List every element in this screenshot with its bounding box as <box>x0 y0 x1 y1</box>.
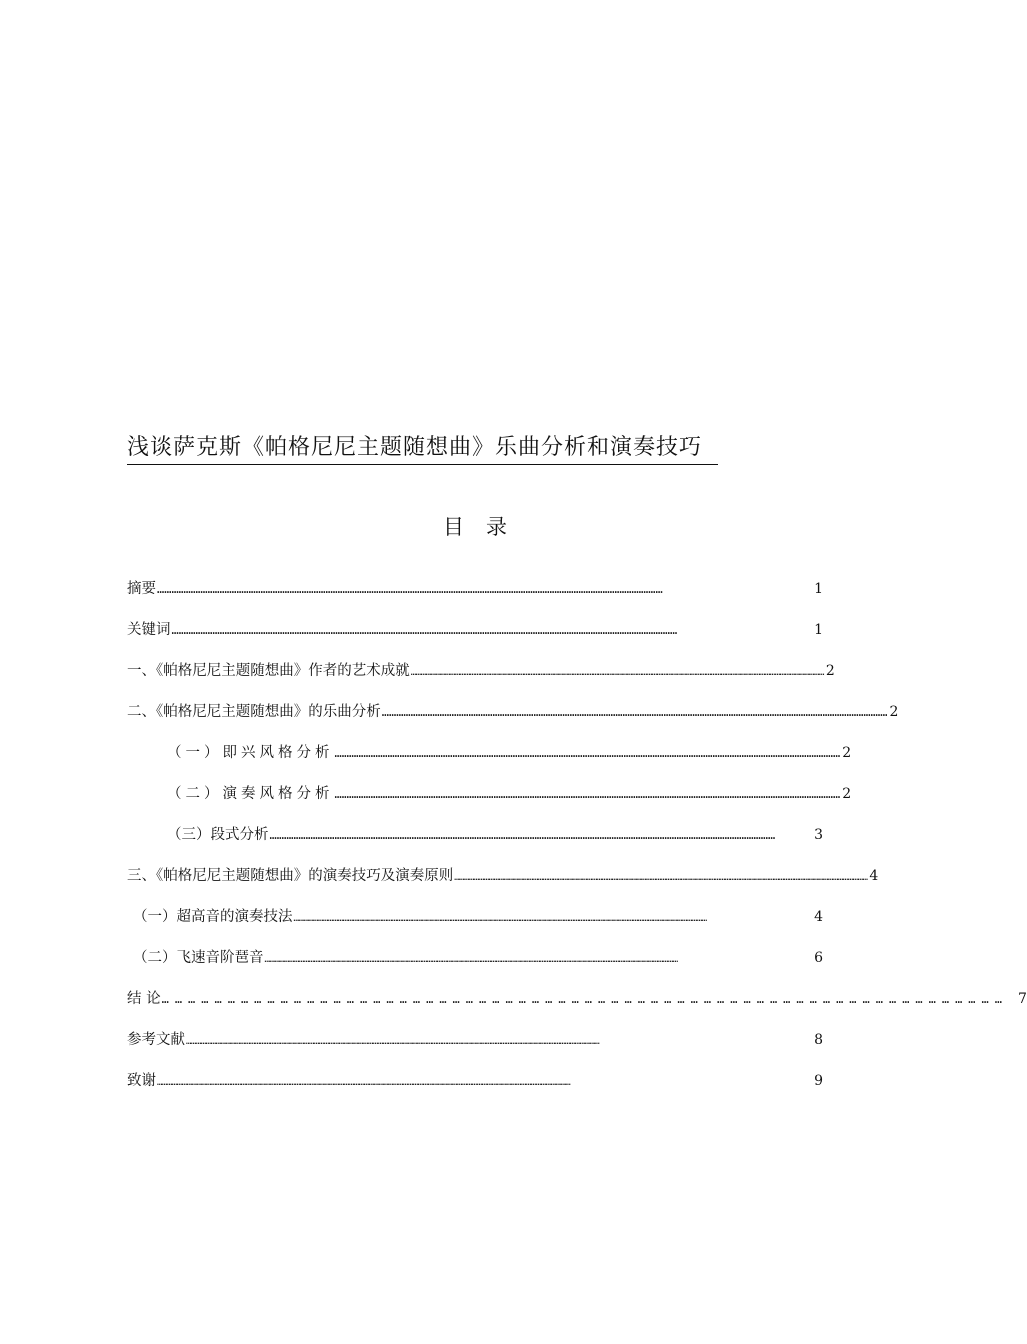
toc-entry-page: 6 <box>814 950 823 966</box>
toc-leader-dots: ……………………………………………………………………………………………………………………………………………………………………………………………………………………………… <box>410 668 824 678</box>
toc-entry-section-2[interactable] <box>127 697 899 738</box>
toc-leader-dots: ……………………………………………………………………………………………………………………………………………………………………………………………………………………………… <box>454 873 868 883</box>
toc-entry-page: 2 <box>889 704 899 720</box>
toc-entry-page: 9 <box>814 1073 823 1089</box>
toc-entry-section-2-1[interactable] <box>127 738 852 779</box>
toc-entry-label: 摘要 <box>127 581 156 597</box>
toc-leader-dots: ………………………………………………………………………………………………………………………………………………………………………………………… <box>171 623 678 637</box>
toc-entry-page: 4 <box>869 868 879 884</box>
toc-entry-page: 8 <box>814 1032 823 1048</box>
toc-entry-label: 关键词 <box>127 622 171 638</box>
toc-leader-dots: ………………………………………………………………………………………………………………………………………………………………………………………… <box>334 746 841 760</box>
toc-entry-page: 2 <box>842 745 852 761</box>
toc-entry-page: 1 <box>814 581 823 597</box>
document-title: 浅谈萨克斯《帕格尼尼主题随想曲》乐曲分析和演奏技巧 <box>127 432 718 465</box>
toc-leader-dots: ………………………………………………………………………………………………………………………………………………………………………………………… <box>269 828 776 842</box>
toc-leader-dots: ………………………………………………………………………………………………………………………………………………………………………………………… <box>381 705 888 719</box>
toc-entry-conclusion[interactable] <box>127 984 1027 1025</box>
toc-entry-label: （二）飞速音阶琶音 <box>133 950 264 966</box>
toc-entry-label: 三、《帕格尼尼主题随想曲》的演奏技巧及演奏原则 <box>127 868 454 884</box>
toc-entry-page: 3 <box>814 827 823 843</box>
toc-entry-page: 7 <box>1017 991 1027 1007</box>
toc-entry-label: 结 论 <box>127 991 161 1007</box>
toc-entry-section-3-2[interactable] <box>127 943 823 984</box>
toc-leader-dots: ………………………………………………………………………………………………………………………………………………………………………………………… <box>157 582 663 596</box>
toc-entry-label: （一）即兴风格分析 <box>167 745 334 761</box>
toc-entry-page: 1 <box>814 622 823 638</box>
toc-entry-section-2-2[interactable] <box>127 779 852 820</box>
toc-entry-section-1[interactable] <box>127 656 835 697</box>
toc-leader-dots: ……………………………………………………………………………………………………………………………………………………………………………………………………………………………… <box>157 1078 571 1088</box>
toc-entry-acknowledgements[interactable] <box>127 1066 823 1107</box>
toc-entry-page: 2 <box>842 786 852 802</box>
toc-entry-page: 2 <box>825 663 835 679</box>
toc-leader-dots: ………………………………………………………………………………………………………………………………………………………………………………………… <box>334 787 841 801</box>
toc-leader-dots: ……………………………………………………………………………………………………………………………………………………………………………………………………………………………… <box>264 955 678 965</box>
toc-entry-label: 二、《帕格尼尼主题随想曲》的乐曲分析 <box>127 704 381 720</box>
toc-leader-dots: ………………………………………………………………………………………………………………………………………………………………………… <box>161 992 1008 1006</box>
toc-entry-section-3-1[interactable] <box>127 902 823 943</box>
toc-entry-section-3[interactable] <box>127 861 879 902</box>
toc-entry-label: （一）超高音的演奏技法 <box>133 909 293 925</box>
toc-entry-page: 4 <box>814 909 823 925</box>
toc-entry-label: 一、《帕格尼尼主题随想曲》作者的艺术成就 <box>127 663 410 679</box>
toc-entry-label: （三）段式分析 <box>167 827 269 843</box>
toc-entry-references[interactable] <box>127 1025 823 1066</box>
table-of-contents <box>127 574 1027 1107</box>
toc-entry-label: 参考文献 <box>127 1032 185 1048</box>
toc-entry-abstract[interactable] <box>127 574 823 615</box>
toc-heading: 目录 <box>443 515 529 539</box>
toc-entry-section-2-3[interactable] <box>127 820 823 861</box>
toc-leader-dots: ……………………………………………………………………………………………………………………………………………………………………………………………………………………………… <box>293 914 707 924</box>
toc-entry-label: 致谢 <box>127 1073 156 1089</box>
toc-leader-dots: ……………………………………………………………………………………………………………………………………………………………………………………………………………………………… <box>186 1037 600 1047</box>
toc-entry-label: （二）演奏风格分析 <box>167 786 334 802</box>
toc-entry-keywords[interactable] <box>127 615 823 656</box>
